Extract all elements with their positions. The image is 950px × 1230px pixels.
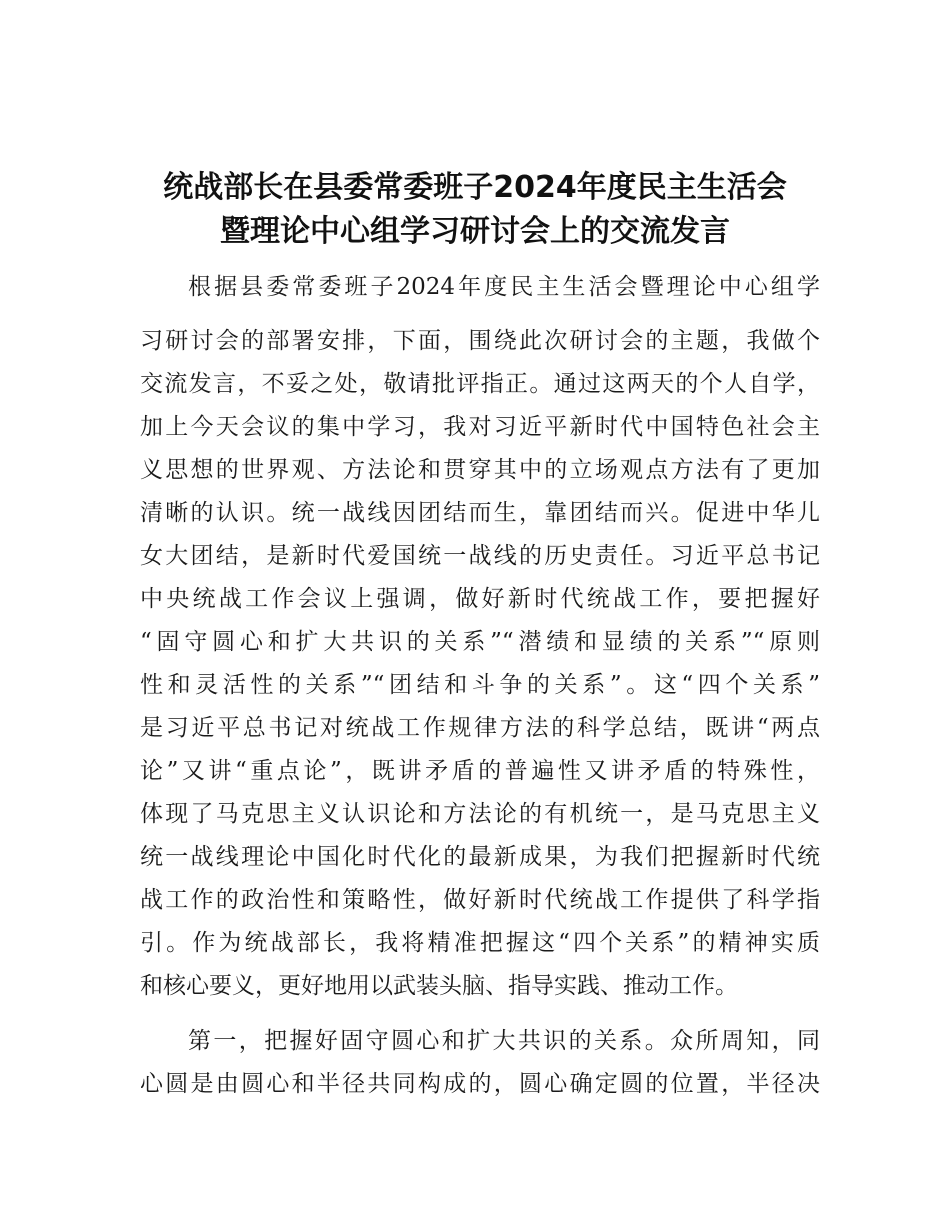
document-title-line-1: 统战部长在县委常委班子2024年度民主生活会 [163,170,787,205]
paragraph-1-line-6: 清晰的认识。统一战线因团结而生，靠团结而兴。促进中华儿 [140,500,820,526]
paragraph-1-line-5: 义思想的世界观、方法论和贯穿其中的立场观点方法有了更加 [140,457,820,483]
paragraph-1-line-13: 体现了马克思主义认识论和方法论的有机统一，是马克思主义 [140,801,820,827]
paragraph-1-line-2: 习研讨会的部署安排，下面，围绕此次研讨会的主题，我做个 [140,328,820,354]
paragraph-1-line-9: “固守圆心和扩大共识的关系”“潜绩和显绩的关系”“原则 [140,629,820,655]
paragraph-1-line-16: 引。作为统战部长，我将精准把握这“四个关系”的精神实质 [140,930,820,956]
paragraph-1-line-1: 根据县委常委班子2024年度民主生活会暨理论中心组学 [188,274,820,300]
paragraph-1-line-10: 性和灵活性的关系”“团结和斗争的关系”。这“四个关系” [140,672,820,698]
paragraph-1-line-15: 战工作的政治性和策略性，做好新时代统战工作提供了科学指 [140,887,820,913]
paragraph-2-line-1: 第一，把握好固守圆心和扩大共识的关系。众所周知，同 [188,1028,820,1054]
document-title-line-2: 暨理论中心组学习研讨会上的交流发言 [220,214,730,249]
paragraph-1-line-11: 是习近平总书记对统战工作规律方法的科学总结，既讲“两点 [140,715,820,741]
paragraph-1-line-7: 女大团结，是新时代爱国统一战线的历史责任。习近平总书记 [140,543,820,569]
paragraph-1-line-14: 统一战线理论中国化时代化的最新成果，为我们把握新时代统 [140,844,820,870]
paragraph-1-line-12: 论”又讲“重点论”，既讲矛盾的普遍性又讲矛盾的特殊性， [140,758,820,784]
paragraph-2-line-2: 心圆是由圆心和半径共同构成的，圆心确定圆的位置，半径决 [140,1071,820,1097]
paragraph-1-line-4: 加上今天会议的集中学习，我对习近平新时代中国特色社会主 [140,414,820,440]
paragraph-1-line-8: 中央统战工作会议上强调，做好新时代统战工作，要把握好 [140,586,820,612]
paragraph-1-line-17: 和核心要义，更好地用以武装头脑、指导实践、推动工作。 [140,973,738,999]
paragraph-1-line-3: 交流发言，不妥之处，敬请批评指正。通过这两天的个人自学， [140,371,820,397]
